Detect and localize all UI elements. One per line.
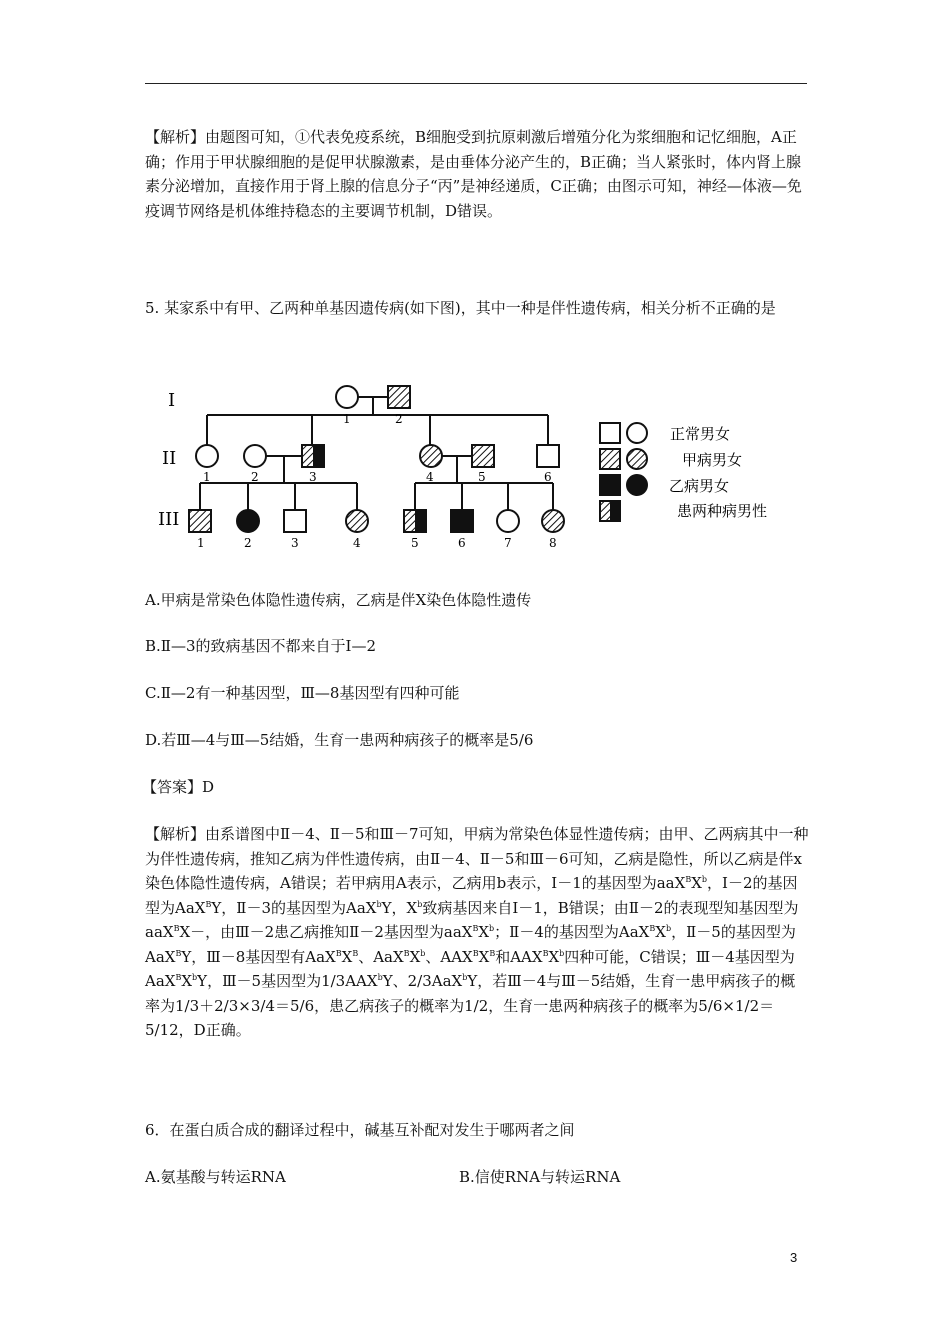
individual-II-5 xyxy=(472,445,494,467)
individual-number: 3 xyxy=(291,536,299,550)
analysis-tag: 【解析】 xyxy=(145,825,206,843)
option-c: C.Ⅱ—2有一种基因型，Ⅲ—8基因型有四种可能 xyxy=(145,684,460,702)
individual-III-2 xyxy=(237,510,259,532)
individual-III-8 xyxy=(542,510,564,532)
individual-number: 4 xyxy=(353,536,361,550)
individual-I-1 xyxy=(336,386,358,408)
q6-option-b: B.信使RNA与转运RNA xyxy=(459,1168,621,1186)
individual-number: 8 xyxy=(549,536,557,550)
page-number: 3 xyxy=(790,1250,798,1265)
individual-number: 6 xyxy=(458,536,466,550)
individual-II-3 xyxy=(302,445,324,467)
individual-II-4 xyxy=(420,445,442,467)
individual-I-2 xyxy=(388,386,410,408)
individual-II-1 xyxy=(196,445,218,467)
individual-III-3 xyxy=(284,510,306,532)
legend-normal: 正常男女 xyxy=(670,425,731,443)
option-a: A.甲病是常染色体隐性遗传病，乙病是伴X染色体隐性遗传 xyxy=(145,591,532,609)
individual-number: 1 xyxy=(343,412,351,426)
analysis-paragraph-q4 xyxy=(145,125,810,223)
individual-III-4 xyxy=(346,510,368,532)
analysis-tag: 【解析】 xyxy=(145,128,206,146)
individual-number: 2 xyxy=(395,412,403,426)
legend-disease-jia: 甲病男女 xyxy=(682,451,743,469)
individual-III-5 xyxy=(404,510,426,532)
individual-number: 2 xyxy=(244,536,252,550)
analysis-text: 由题图可知，①代表免疫系统，B细胞受到抗原刺激后增殖分化为浆细胞和记忆细胞，A正确；作用于甲状腺细胞的是促甲状腺激素，是由垂体分泌产生的，B正确；当人紧张时，体内肾上腺素分泌增加，直接作用于肾上腺的信息分子“丙”是神经递质，C正确；由图示可知，神经—体液—免疫调节网络是机体维持稳态的主要调节机制，D错误。 xyxy=(145,128,802,220)
header-rule xyxy=(145,83,807,84)
individual-number: 2 xyxy=(251,470,259,484)
option-d: D.若Ⅲ—4与Ⅲ—5结婚，生育一患两种病孩子的概率是5/6 xyxy=(145,731,534,749)
individual-III-7 xyxy=(497,510,519,532)
individual-number: 1 xyxy=(197,536,205,550)
individual-number: 6 xyxy=(544,470,552,484)
option-b: B.Ⅱ—3的致病基因不都来自于Ⅰ—2 xyxy=(145,637,376,655)
individual-III-1 xyxy=(189,510,211,532)
q6-option-a: A.氨基酸与转运RNA xyxy=(145,1168,286,1186)
individual-number: 3 xyxy=(309,470,317,484)
individual-number: 7 xyxy=(504,536,512,550)
question-5-stem: 5. 某家系中有甲、乙两种单基因遗传病(如下图)，其中一种是伴性遗传病，相关分析不正确的是 xyxy=(145,299,776,317)
individual-number: 1 xyxy=(203,470,211,484)
gen-label-1: I xyxy=(168,390,176,411)
individual-II-6 xyxy=(537,445,559,467)
question-6-stem: 6．在蛋白质合成的翻译过程中，碱基互补配对发生于哪两者之间 xyxy=(145,1121,575,1139)
individual-II-2 xyxy=(244,445,266,467)
legend-both-diseases: 患两种病男性 xyxy=(677,502,768,520)
gen-label-3: III xyxy=(158,509,180,530)
gen-label-2: II xyxy=(162,448,177,469)
individual-number: 5 xyxy=(411,536,419,550)
individual-number: 4 xyxy=(426,470,434,484)
individual-III-6 xyxy=(451,510,473,532)
answer-line: 【答案】D xyxy=(142,778,215,796)
pedigree-chart xyxy=(150,375,800,550)
legend-disease-yi: 乙病男女 xyxy=(669,477,730,495)
analysis-paragraph-q5: 【解析】由系谱图中Ⅱ－4、Ⅱ－5和Ⅲ－7可知，甲病为常染色体显性遗传病；由甲、乙两病其中一种为伴性遗传病，推知乙病为伴性遗传病，由Ⅱ－4、Ⅱ－5和Ⅲ－6可知，乙病是隐性，所以乙病是伴x染色体隐性遗传病，A错误；若甲病用A表示，乙病用b表示，Ⅰ－1的基因型为$aaX^BX^b$，Ⅰ－2的基因型为AaX$^B$Y，Ⅱ－3的基因型为AaX$^b$Y，$X^b$致病基因来自Ⅰ－1，B错误；由Ⅱ－2的表现型知基因型为aaX$^B$X－，由Ⅲ－2患乙病推知Ⅱ－2基因型为$aaX^BX^b$；Ⅱ－4的基因型为$AaX^BX^b$，Ⅱ－5的基因型为AaX$^B$Y，Ⅲ－8基因型有$AaX^BX^B$、$AaX^BX^b$、$AAX^BX^B$和$AAX^BX^b$四种可能，C错误；Ⅲ－4基因型为$AaX^BX^bY$，Ⅲ－5基因型为1/3AAX$^b$Y、2/3AaX$^b$Y，若Ⅲ－4与Ⅲ－5结婚，生育一患甲病孩子的概率为1/3＋2/3×3/4＝5/6，患乙病孩子的概率为1/2，生育一患两种病孩子的概率为5/6×1/2＝5/12，D正确。 xyxy=(145,825,809,1039)
individual-number: 5 xyxy=(478,470,486,484)
pedigree-legend xyxy=(600,423,647,521)
